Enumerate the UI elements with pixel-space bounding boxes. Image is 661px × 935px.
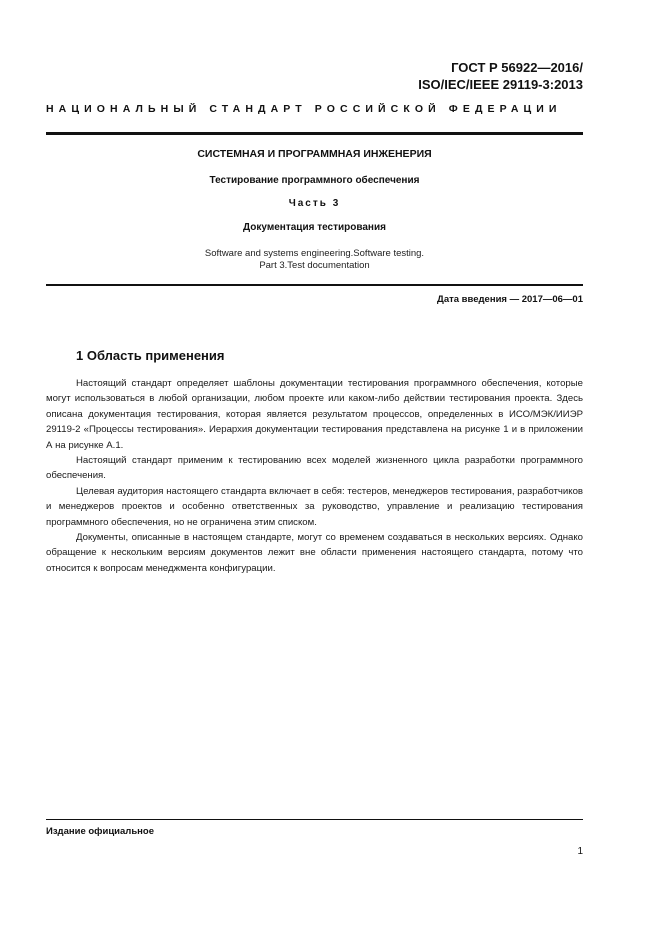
part-title: Документация тестирования	[243, 222, 386, 233]
main-title: СИСТЕМНАЯ И ПРОГРАММНАЯ ИНЖЕНЕРИЯ	[197, 148, 432, 160]
national-standard-heading: НАЦИОНАЛЬНЫЙ СТАНДАРТ РОССИЙСКОЙ ФЕДЕРАЦИИ	[46, 103, 562, 115]
standard-code	[418, 59, 583, 93]
iso-code: ISO/IEC/IEEE 29119-3:2013	[418, 77, 583, 92]
english-title	[46, 248, 583, 272]
section-body	[46, 376, 583, 576]
official-edition-label: Издание официальное	[46, 826, 154, 837]
english-title-line-1: Software and systems engineering.Software testing.	[204, 248, 425, 259]
header-divider	[46, 132, 583, 135]
page-number: 1	[577, 846, 583, 857]
title-divider	[46, 284, 583, 286]
section-title: 1 Область применения	[76, 348, 225, 363]
gost-code: ГОСТ Р 56922—2016/	[451, 60, 583, 75]
subtitle: Тестирование программного обеспечения	[209, 175, 420, 186]
paragraph: Настоящий стандарт определяет шаблоны документации тестирования программного обеспечения, которые могут использоваться в любой организации, любом проекте или каком-либо действии тестирования проекта. Здесь описана документация тестирования, которая является результатом процессов, определенных в ИСО/МЭК/ИИЭР 29119-2 «Процессы тестирования». Иерархия документации тестирования представлена на рисунке 1 и в приложении А на рисунке А.1.	[46, 378, 583, 451]
introduction-date: Дата введения — 2017—06—01	[437, 294, 583, 305]
part-label: Часть 3	[288, 198, 341, 209]
paragraph: Настоящий стандарт применим к тестированию всех моделей жизненного цикла разработки программного обеспечения.	[46, 455, 583, 482]
english-title-line-2: Part 3.Test documentation	[259, 260, 370, 271]
footer-divider	[46, 819, 583, 820]
paragraph: Документы, описанные в настоящем стандарте, могут со временем создаваться в нескольких версиях. Однако обращение к нескольким версиям документов лежит вне области применения настоящего стандарта, потому что относится к вопросам менеджмента конфигурации.	[46, 532, 583, 574]
paragraph: Целевая аудитория настоящего стандарта включает в себя: тестеров, менеджеров тестирования, разработчиков и менеджеров проектов и особенно ответственных за руководство, управление и реализацию тестирования программного обеспечения, но не ограничена этим списком.	[46, 485, 583, 528]
